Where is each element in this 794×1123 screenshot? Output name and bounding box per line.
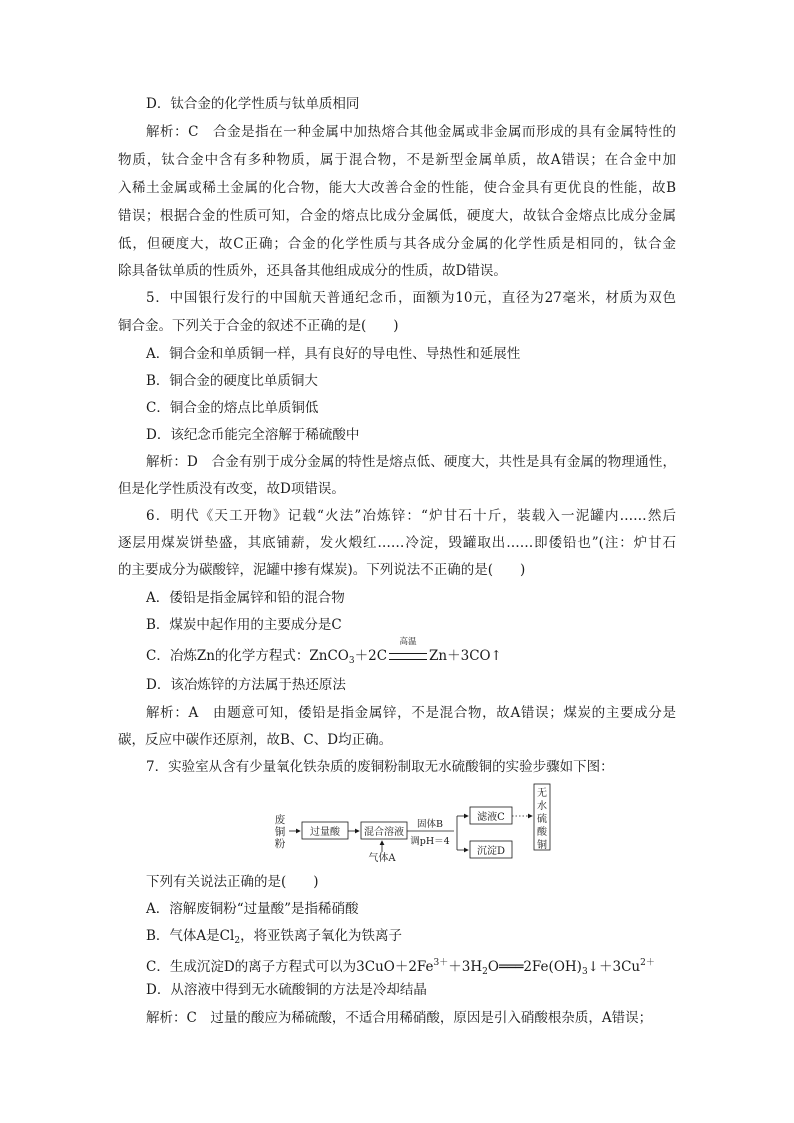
- q6-option-c-product: Zn＋3CO↑: [429, 648, 502, 664]
- q7-option-c-part-3: O═══2Fe(OH): [487, 959, 582, 975]
- q4-analysis-line-2: 物质，钛合金中含有多种物质，属于混合物，不是新型金属单质，故A错误；在合金中加: [118, 152, 676, 168]
- q7-stem: 7．实验室从含有少量氧化铁杂质的废铜粉制取无水硫酸铜的实验步骤如下图：: [146, 759, 614, 775]
- flow-final-char-5: 铜: [537, 840, 547, 851]
- q6-stem-line-2: 逐层用煤炭饼垫盛，其底铺薪，发火煅红……冷淀，毁罐取出……即倭铅也”(注：炉甘石: [118, 535, 676, 551]
- q5-stem-line-2: 铜合金。下列关于合金的叙述不正确的是( ): [118, 318, 399, 334]
- flow-solid-label: 固体B: [417, 819, 443, 830]
- q6-option-b: B．煤炭中起作用的主要成分是C: [146, 617, 342, 633]
- q4-analysis-line-4: 错误；根据合金的性质可知，合金的熔点比成分金属低，硬度大，故钛合金熔点比成分金属: [118, 208, 676, 224]
- q7-option-c: [146, 954, 655, 981]
- q5-option-b: B．铜合金的硬度比单质铜大: [146, 373, 318, 389]
- q6-option-c: [146, 637, 502, 670]
- q7-option-d: D．从溶液中得到无水硫酸铜的方法是冷却结晶: [146, 982, 427, 998]
- q7-ask: 下列有关说法正确的是( ): [146, 874, 319, 890]
- q7-option-b: [146, 927, 402, 950]
- q7-option-c-part-4: ↓＋3Cu: [587, 959, 641, 975]
- q4-analysis-line-1: 解析：C 合金是指在一种金属中加热熔合其他金属或非金属而形成的具有金属特性的: [146, 124, 676, 140]
- reaction-condition-label: 高温: [399, 637, 417, 647]
- q4-analysis-line-6: 除具备钛单质的性质外，还具备其他组成成分的性质，故D错误。: [118, 263, 507, 279]
- flow-box-precipitate-label: 沉淀D: [476, 846, 506, 857]
- q7-option-b-prefix: B．气体A是Cl: [146, 928, 235, 944]
- q6-option-a: A．倭铅是指金属锌和铅的混合物: [146, 590, 345, 606]
- q7-option-c-sub-2: 3: [581, 967, 588, 977]
- flow-final-char-1: 无: [537, 788, 547, 799]
- q6-option-d: D．该冶炼锌的方法属于热还原法: [146, 677, 346, 693]
- process-flow-diagram: [270, 782, 570, 864]
- q6-option-c-prefix: C．冶炼Zn的化学方程式：ZnCO: [146, 648, 349, 664]
- q7-analysis-line-1: 解析：C 过量的酸应为稀硫酸，不适合用稀硝酸，原因是引入硝酸根杂质，A错误；: [146, 1010, 653, 1026]
- q5-option-c: C．铜合金的熔点比单质铜低: [146, 400, 319, 416]
- flow-start-char-1: 废: [274, 814, 286, 826]
- q5-analysis-line-1: 解析：D 合金有别于成分金属的特性是熔点低、硬度大，共性是具有金属的物理通性，: [146, 454, 676, 470]
- q6-option-c-reactant: ＋2C: [354, 648, 388, 664]
- reaction-condition-arrow: [389, 637, 427, 660]
- q7-option-c-sub-1: 2: [482, 967, 488, 977]
- q7-option-b-suffix: ，将亚铁离子氧化为铁离子: [240, 928, 403, 944]
- flow-start-char-3: 粉: [274, 838, 286, 850]
- flow-ph-label: 调pH＝4: [410, 836, 450, 847]
- q5-analysis-line-2: 但是化学性质没有改变，故D项错误。: [118, 481, 345, 497]
- q7-option-c-sup-2: 2＋: [640, 958, 655, 968]
- q4-analysis-line-5: 低，但硬度大，故C正确；合金的化学性质与其各成分金属的化学性质是相同的，钛合金: [118, 236, 676, 252]
- q6-option-c-subscript: 3: [348, 656, 355, 666]
- equals-sign-icon: [389, 653, 427, 660]
- flow-final-char-3: 硫: [537, 814, 547, 825]
- q6-analysis-line-1: 解析：A 由题意可知，倭铅是指金属锌，不是混合物，故A错误；煤炭的主要成分是: [146, 705, 676, 721]
- q7-option-c-sup-1: 3＋: [433, 958, 449, 968]
- q6-analysis-line-2: 碳，反应中碳作还原剂，故B、C、D均正确。: [118, 732, 393, 748]
- q4-option-d: D．钛合金的化学性质与钛单质相同: [146, 96, 360, 112]
- flow-final-char-4: 酸: [537, 827, 547, 838]
- q7-option-c-part-1: C．生成沉淀D的离子方程式可以为3CuO＋2Fe: [146, 959, 434, 975]
- flow-gas-label: 气体A: [368, 853, 396, 864]
- q6-stem-line-1: 6．明代《天工开物》记载“火法”冶炼锌：“炉甘石十斤，装载入一泥罐内……然后: [146, 508, 676, 524]
- q6-stem-line-3: 的主要成分为碳酸锌，泥罐中掺有煤炭)。下列说法不正确的是( ): [118, 562, 526, 578]
- q7-option-b-subscript: 2: [234, 936, 241, 946]
- flow-box-mixed-solution-label: 混合溶液: [364, 827, 404, 838]
- q5-option-a: A．铜合金和单质铜一样，具有良好的导电性、导热性和延展性: [146, 346, 521, 362]
- flow-box-filtrate-label: 滤液C: [477, 812, 505, 823]
- flow-box-acid-label: 过量酸: [310, 827, 340, 838]
- q4-analysis-line-3: 入稀土金属或稀土金属的化合物，能大大改善合金的性能，使合金具有更优良的性能，故B: [118, 180, 676, 196]
- flow-start-char-2: 铜: [274, 826, 286, 838]
- q7-option-c-part-2: ＋3H: [448, 959, 483, 975]
- flow-final-char-2: 水: [537, 801, 547, 812]
- q5-stem-line-1: 5．中国银行发行的中国航天普通纪念币，面额为10元，直径为27毫米，材质为双色: [146, 290, 676, 306]
- q7-option-a: A．溶解废铜粉“过量酸”是指稀硝酸: [146, 901, 359, 917]
- q5-option-d: D．该纪念币能完全溶解于稀硫酸中: [146, 427, 360, 443]
